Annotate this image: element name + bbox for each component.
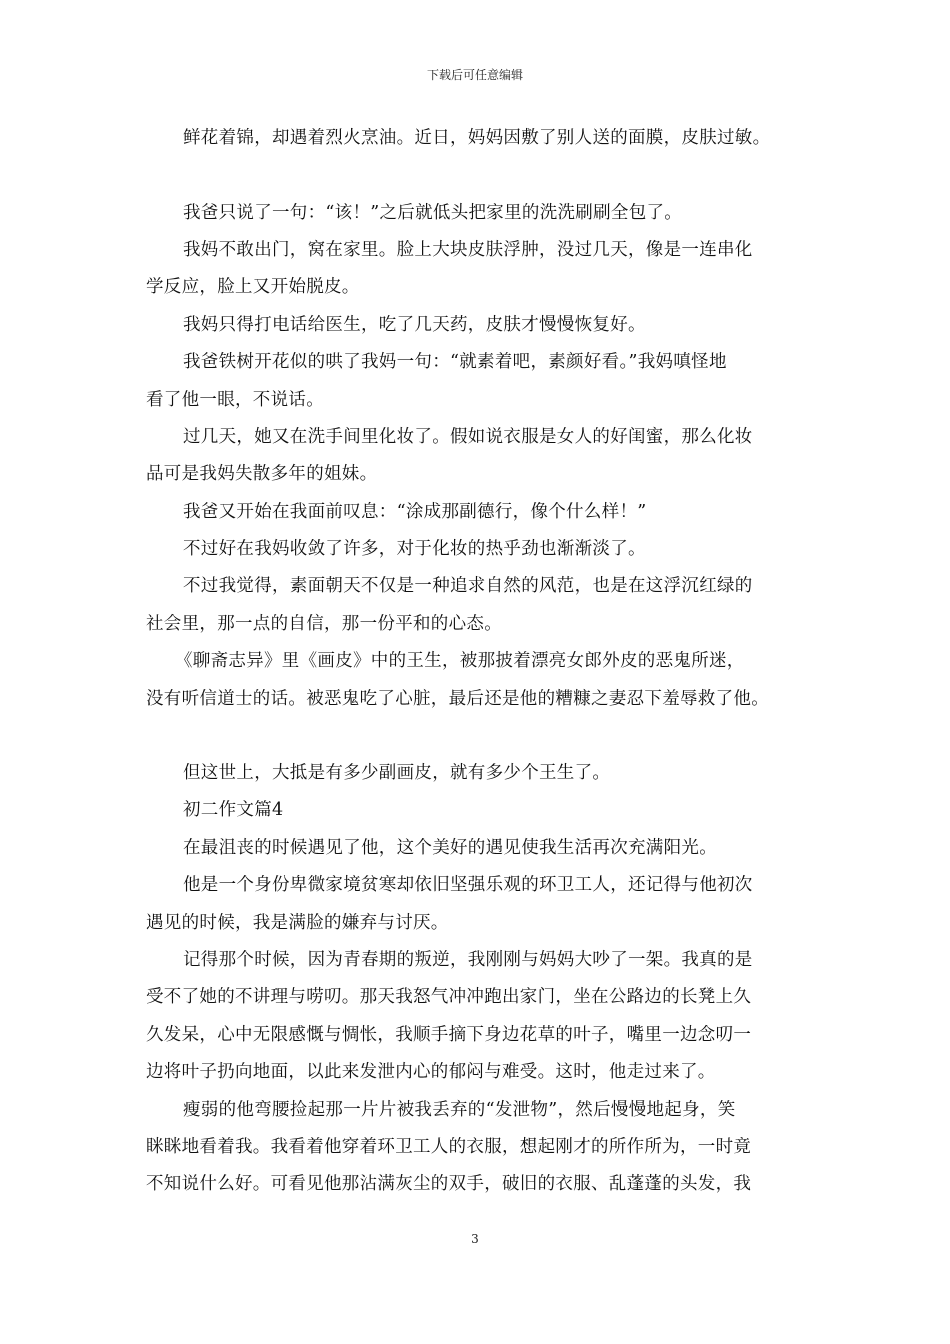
body-line: 鲜花着锦，却遇着烈火烹油。近日，妈妈因敷了别人送的面膜，皮肤过敏。 bbox=[183, 128, 771, 148]
body-line: 但这世上，大抵是有多少副画皮，就有多少个王生了。 bbox=[183, 763, 611, 783]
body-line: 受不了她的不讲理与唠叨。那天我怒气冲冲跑出家门，坐在公路边的长凳上久 bbox=[146, 987, 752, 1007]
section-heading: 初二作文篇4 bbox=[183, 800, 284, 820]
body-line: 在最沮丧的时候遇见了他，这个美好的遇见使我生活再次充满阳光。 bbox=[183, 838, 717, 858]
body-line: 不知说什么好。可看见他那沾满灰尘的双手，破旧的衣服、乱蓬蓬的头发，我 bbox=[146, 1174, 752, 1194]
body-line: 社会里，那一点的自信，那一份平和的心态。 bbox=[146, 614, 502, 634]
body-line: 《聊斋志异》里《画皮》中的王生，被那披着漂亮女郎外皮的恶鬼所迷， bbox=[175, 651, 745, 671]
page-number: 3 bbox=[471, 1232, 479, 1246]
body-line: 记得那个时候，因为青春期的叛逆，我刚刚与妈妈大吵了一架。我真的是 bbox=[183, 950, 753, 970]
body-line: 品可是我妈失散多年的姐妹。 bbox=[146, 464, 378, 484]
body-line: 不过我觉得，素面朝天不仅是一种追求自然的风范，也是在这浮沉红绿的 bbox=[183, 576, 753, 596]
body-line: 我妈只得打电话给医生，吃了几天药，皮肤才慢慢恢复好。 bbox=[183, 315, 646, 335]
body-line: 他是一个身份卑微家境贫寒却依旧坚强乐观的环卫工人，还记得与他初次 bbox=[183, 875, 753, 895]
page-header: 下载后可任意编辑 bbox=[426, 68, 523, 82]
body-line: 眯眯地看着我。我看着他穿着环卫工人的衣服，想起刚才的所作所为，一时竟 bbox=[146, 1137, 752, 1157]
body-line: 我爸又开始在我面前叹息：“涂成那副德行，像个什么样！” bbox=[183, 502, 647, 522]
body-line: 我妈不敢出门，窝在家里。脸上大块皮肤浮肿，没过几天，像是一连串化 bbox=[183, 240, 753, 260]
body-line: 我爸只说了一句：“该！”之后就低头把家里的洗洗刷刷全包了。 bbox=[183, 203, 683, 223]
body-line: 我爸铁树开花似的哄了我妈一句：“就素着吧，素颜好看。”我妈嗔怪地 bbox=[183, 352, 727, 372]
body-line: 久发呆，心中无限感慨与惆怅，我顺手摘下身边花草的叶子，嘴里一边念叨一 bbox=[146, 1025, 752, 1045]
body-line: 遇见的时候，我是满脸的嫌弃与讨厌。 bbox=[146, 913, 449, 933]
body-line: 没有听信道士的话。被恶鬼吃了心脏，最后还是他的糟糠之妻忍下羞辱救了他。 bbox=[146, 689, 769, 709]
body-line: 过几天，她又在洗手间里化妆了。假如说衣服是女人的好闺蜜，那么化妆 bbox=[183, 427, 753, 447]
body-line: 看了他一眼，不说话。 bbox=[146, 390, 324, 410]
body-line: 学反应，脸上又开始脱皮。 bbox=[146, 277, 360, 297]
body-line: 边将叶子扔向地面，以此来发泄内心的郁闷与难受。这时，他走过来了。 bbox=[146, 1062, 716, 1082]
body-line: 瘦弱的他弯腰捡起那一片片被我丢弃的“发泄物”，然后慢慢地起身，笑 bbox=[183, 1100, 736, 1120]
body-line: 不过好在我妈收敛了许多，对于化妆的热乎劲也渐渐淡了。 bbox=[183, 539, 646, 559]
